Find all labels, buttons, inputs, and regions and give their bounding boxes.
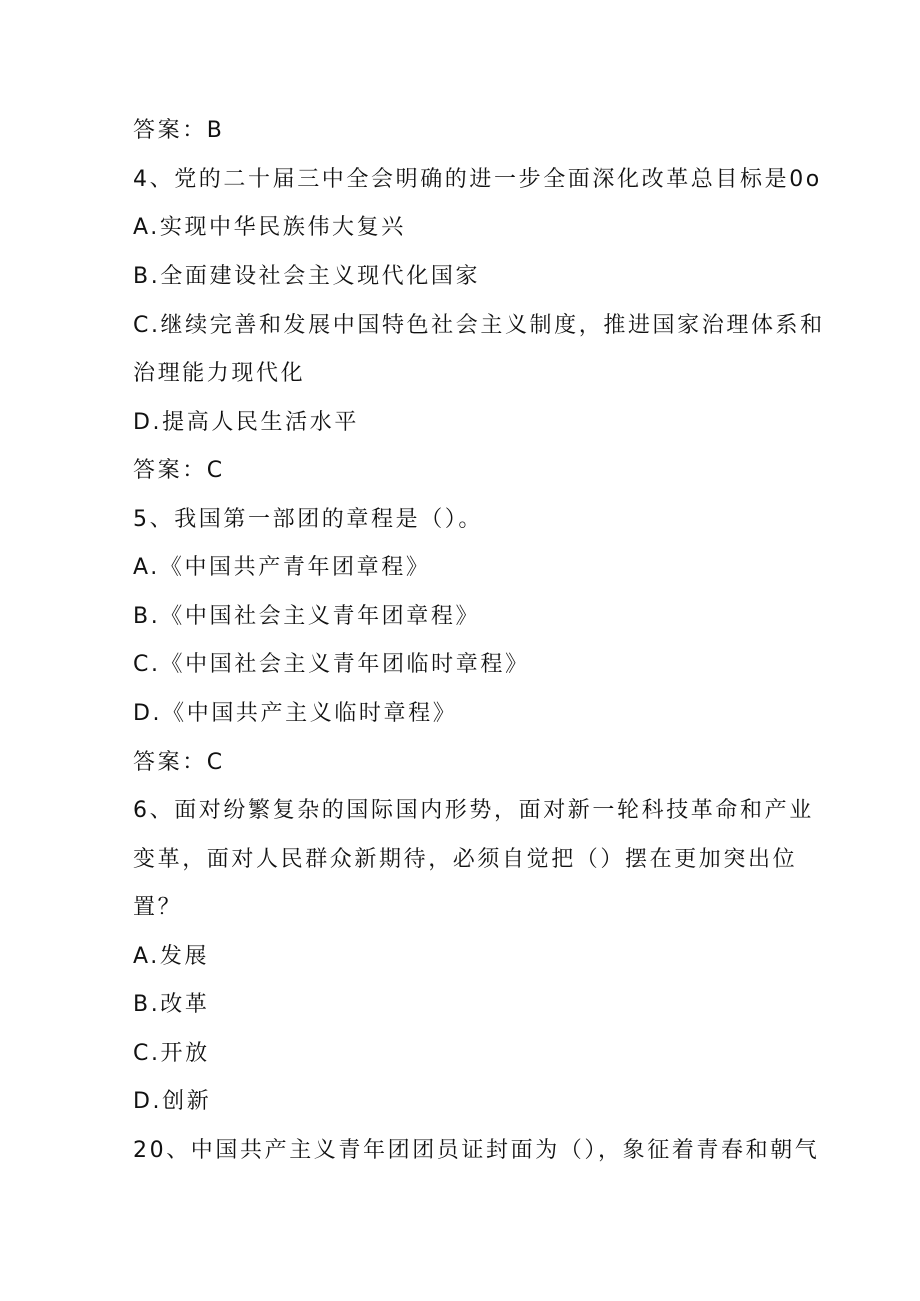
question-5-option-a: A.《中国共产青年团章程》 xyxy=(133,555,431,580)
answer-line-q3: 答案：B xyxy=(133,118,225,143)
question-4-option-c-continued: 治理能力现代化 xyxy=(133,361,306,386)
question-6-text-continued: 变革，面对人民群众新期待，必须自觉把（）摆在更加突出位 xyxy=(133,847,798,872)
question-6-text-end: 置？ xyxy=(133,895,183,920)
question-20-text: 20、中国共产主义青年团团员证封面为（），象征着青春和朝气 xyxy=(133,1138,820,1163)
question-4-option-d: D.提高人民生活水平 xyxy=(133,410,359,435)
question-6-option-c: C.开放 xyxy=(133,1041,210,1066)
question-4-option-b: B.全面建设社会主义现代化国家 xyxy=(133,264,481,289)
question-6-option-a: A.发展 xyxy=(133,944,210,969)
question-5-option-c: C.《中国社会主义青年团临时章程》 xyxy=(133,652,530,677)
question-5-option-d: D.《中国共产主义临时章程》 xyxy=(133,701,458,726)
question-5-option-b: B.《中国社会主义青年团章程》 xyxy=(133,604,481,629)
question-6-text: 6、面对纷繁复杂的国际国内形势，面对新一轮科技革命和产业 xyxy=(133,798,814,823)
answer-line-q5: 答案：C xyxy=(133,750,225,775)
question-5-text: 5、我国第一部团的章程是（）。 xyxy=(133,507,483,532)
question-4-option-a: A.实现中华民族伟大复兴 xyxy=(133,215,406,240)
question-6-option-d: D.创新 xyxy=(133,1089,212,1114)
question-4-option-c: C.继续完善和发展中国特色社会主义制度，推进国家治理体系和 xyxy=(133,313,825,338)
answer-line-q4: 答案：C xyxy=(133,458,225,483)
question-6-option-b: B.改革 xyxy=(133,992,210,1017)
question-4-text: 4、党的二十届三中全会明确的进一步全面深化改革总目标是0o xyxy=(133,167,822,192)
